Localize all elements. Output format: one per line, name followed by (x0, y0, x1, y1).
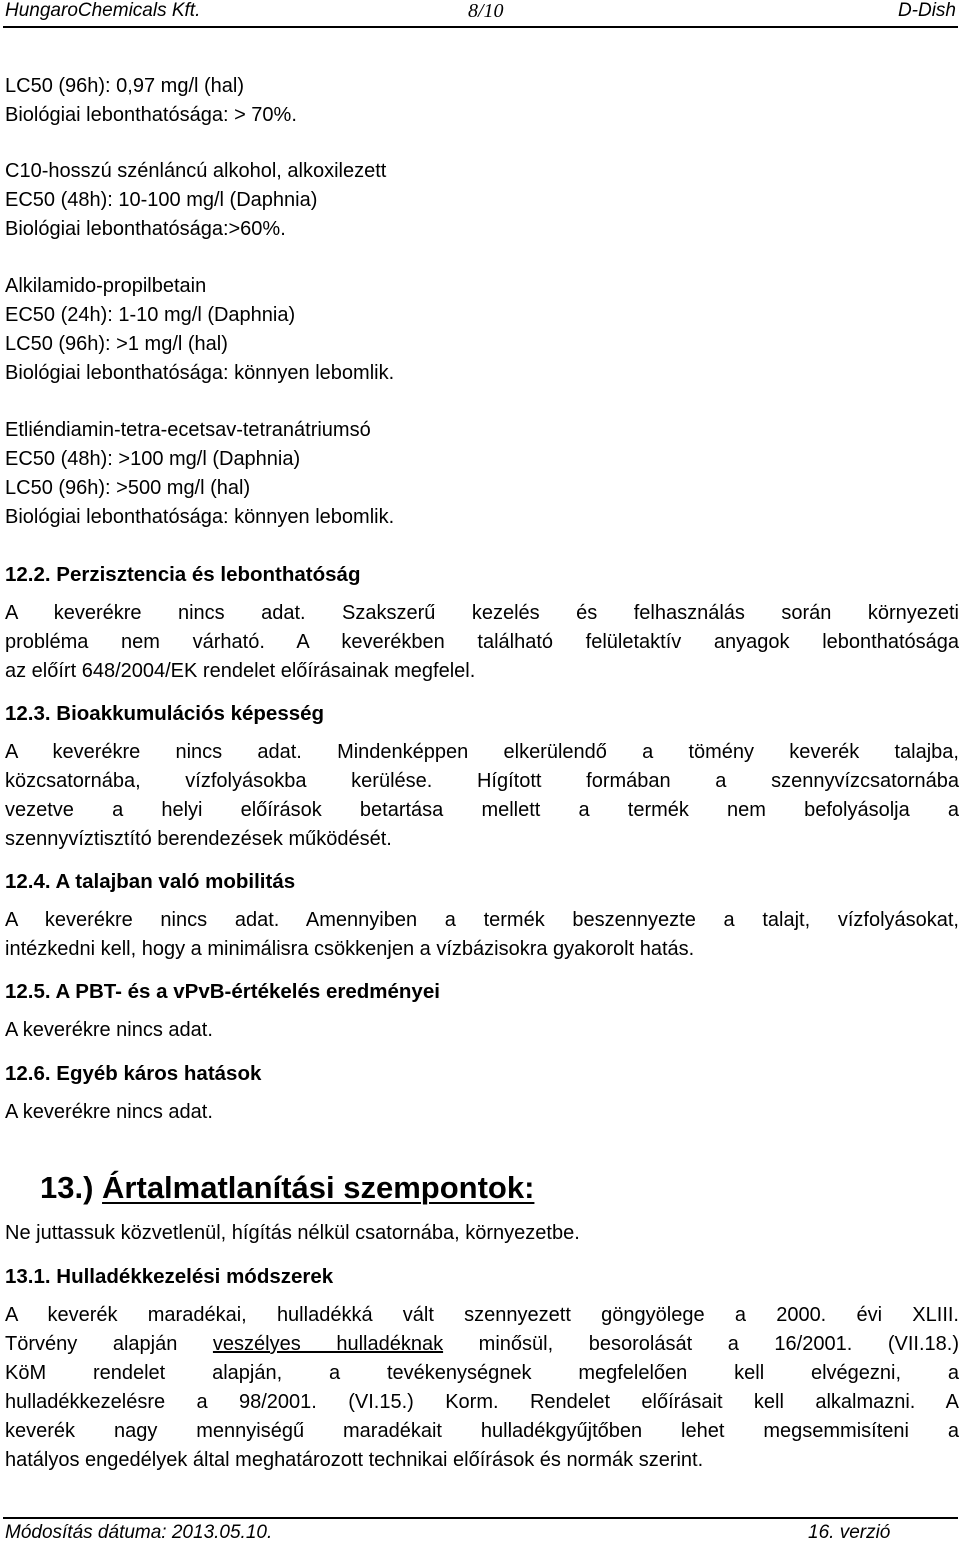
section-13-title (40, 1170, 534, 1206)
ecotox-block-1 (5, 72, 959, 130)
paragraph-line: hatályos engedélyek által meghatározott technikai előírások és normák szerint. (5, 1449, 704, 1471)
ecotox-line: Biológiai lebonthatósága: > 70%. (5, 104, 297, 126)
ecotox-line: Biológiai lebonthatósága:>60%. (5, 218, 286, 240)
paragraph-line: A keverékre nincs adat. (5, 1019, 213, 1041)
section-heading: 12.6. Egyéb káros hatások (5, 1062, 262, 1085)
section-title-text: Ártalmatlanítási szempontok: (102, 1170, 535, 1205)
section-12-4 (5, 867, 959, 964)
ecotox-line: LC50 (96h): 0,97 mg/l (hal) (5, 75, 245, 97)
paragraph-line: A keverékre nincs adat. Mindenképpen elkerülendő a tömény keverék talajba, (5, 741, 959, 763)
ecotox-line: Biológiai lebonthatósága: könnyen lebomlik. (5, 506, 395, 528)
paragraph-line: keverék nagy mennyiségű maradékait hulladékgyűjtőben lehet megsemmisíteni a (5, 1420, 959, 1442)
paragraph-line: A keverék maradékai, hulladékká vált szennyezett göngyölege a 2000. évi XLIII. (5, 1304, 959, 1326)
section-13-1 (5, 1262, 959, 1475)
paragraph-line: A keverékre nincs adat. Amennyiben a termék beszennyezte a talajt, vízfolyásokat, (5, 909, 959, 931)
substance-name: Etliéndiamin-tetra-ecetsav-tetranátriumsó (5, 419, 371, 441)
section-heading: 13.1. Hulladékkezelési módszerek (5, 1265, 334, 1288)
section-13-intro (5, 1219, 959, 1248)
text-run: minősül, besorolását a 16/2001. (VII.18.) (443, 1333, 959, 1355)
ecotox-line: Biológiai lebonthatósága: könnyen lebomlik. (5, 362, 395, 384)
section-12-3 (5, 699, 959, 854)
page-header (0, 0, 960, 26)
version-number: 16. verzió (808, 1522, 891, 1543)
paragraph-line: KöM rendelet alapján, a tevékenységnek megfelelően kell elvégezni, a (5, 1362, 959, 1384)
hazardous-waste-term: veszélyes hulladéknak (212, 1333, 444, 1355)
ecotox-block-4 (5, 416, 959, 532)
paragraph-line: közcsatornába, vízfolyásokba kerülése. Hígított formában a szennyvízcsatornába (5, 770, 959, 792)
paragraph-line: hulladékkezelésre a 98/2001. (VI.15.) Korm. Rendelet előírásait kell alkalmazni. A (5, 1391, 959, 1413)
footer-divider (3, 1517, 958, 1519)
ecotox-line: EC50 (24h): 1-10 mg/l (Daphnia) (5, 304, 296, 326)
section-12-6 (5, 1059, 959, 1127)
section-heading: 12.5. A PBT- és a vPvB-értékelés eredményei (5, 980, 440, 1003)
ecotox-line: LC50 (96h): >1 mg/l (hal) (5, 333, 228, 355)
ecotox-line: EC50 (48h): 10-100 mg/l (Daphnia) (5, 189, 318, 211)
paragraph-line: Ne juttassuk közvetlenül, hígítás nélkül csatornába, környezetbe. (5, 1222, 580, 1244)
paragraph-line: szennyvíztisztító berendezések működését. (5, 828, 392, 850)
text-run: Törvény alapján (5, 1333, 213, 1355)
ecotox-line: LC50 (96h): >500 mg/l (hal) (5, 477, 251, 499)
header-divider (3, 26, 958, 28)
paragraph-line: az előírt 648/2004/EK rendelet előírásainak megfelel. (5, 660, 476, 682)
paragraph-line: A keverékre nincs adat. Szakszerű kezelés és felhasználás során környezeti (5, 602, 959, 624)
ecotox-block-3 (5, 272, 959, 388)
revision-date: Módosítás dátuma: 2013.05.10. (5, 1522, 273, 1543)
section-12-2 (5, 560, 959, 686)
paragraph-line: vezetve a helyi előírások betartása mellett a termék nem befolyásolja a (5, 799, 959, 821)
substance-name: Alkilamido-propilbetain (5, 275, 207, 297)
section-number: 13.) (40, 1170, 94, 1205)
section-12-5 (5, 977, 959, 1045)
paragraph-line: probléma nem várható. A keverékben található felületaktív anyagok lebonthatósága (5, 631, 959, 653)
substance-name: C10-hosszú szénláncú alkohol, alkoxilezett (5, 160, 387, 182)
paragraph-line: intézkedni kell, hogy a minimálisra csökkenjen a vízbázisokra gyakorolt hatás. (5, 938, 695, 960)
section-heading: 12.2. Perzisztencia és lebonthatóság (5, 563, 361, 586)
paragraph-line: A keverékre nincs adat. (5, 1101, 213, 1123)
company-name: HungaroChemicals Kft. (5, 0, 201, 21)
page-number: 8/10 (468, 0, 504, 22)
ecotox-block-2 (5, 157, 959, 244)
product-name: D-Dish (897, 0, 956, 21)
ecotox-line: EC50 (48h): >100 mg/l (Daphnia) (5, 448, 301, 470)
section-heading: 12.4. A talajban való mobilitás (5, 870, 296, 893)
section-heading: 12.3. Bioakkumulációs képesség (5, 702, 325, 725)
paragraph-line (5, 1330, 959, 1359)
